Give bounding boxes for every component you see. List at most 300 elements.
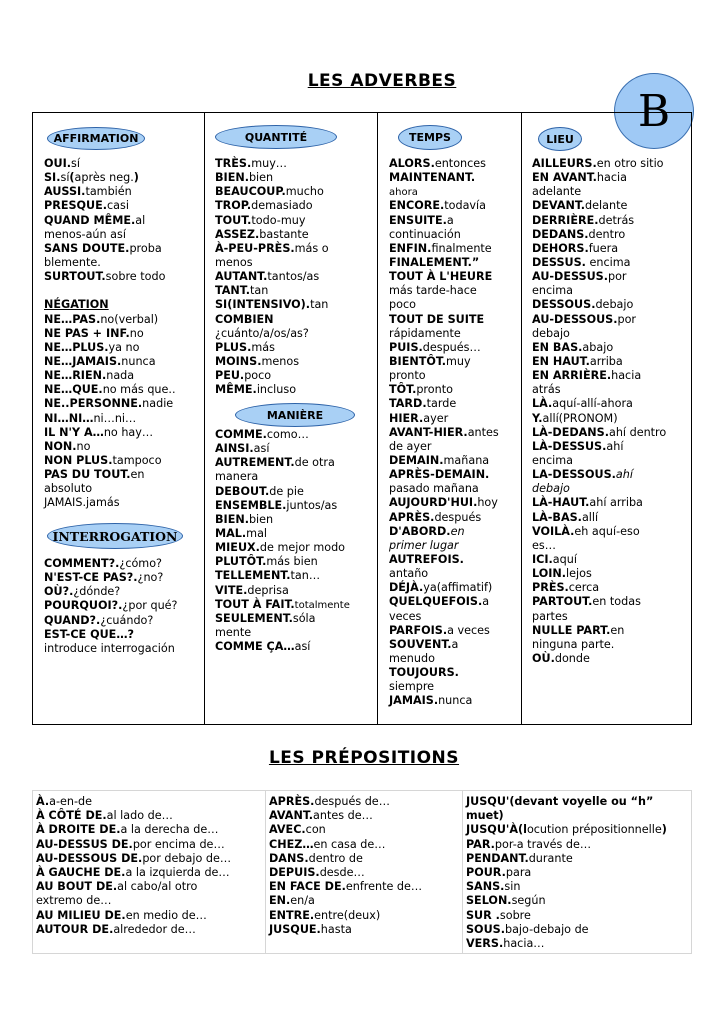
translation: partes [532, 609, 568, 623]
list-maniere [215, 428, 350, 654]
translation: nada [106, 369, 135, 383]
term: ( [69, 171, 75, 185]
translation: demasiado [251, 199, 313, 213]
list-item [215, 256, 329, 270]
translation: bien [248, 512, 274, 526]
translation: en [450, 524, 465, 538]
translation: alrededor de… [113, 922, 196, 936]
term: À GAUCHE DE. [36, 865, 126, 879]
list-item [466, 809, 667, 823]
list-item [44, 341, 176, 355]
translation: a la izquierda de… [125, 865, 230, 879]
list-item [36, 909, 231, 923]
term: AVANT-HIER. [389, 425, 468, 439]
list-item [269, 909, 422, 923]
list-item [389, 341, 499, 355]
list-temps [389, 157, 499, 708]
list-item [532, 397, 666, 411]
term: NE…RIEN. [44, 369, 107, 383]
term: À-PEU-PRÈS. [215, 241, 295, 255]
list-item [269, 823, 422, 837]
list-item [44, 171, 176, 185]
translation: continuación [389, 227, 461, 241]
list-item [532, 567, 666, 581]
translation: nadie [142, 397, 174, 411]
list-item [215, 428, 350, 442]
translation: introduce interrogación [44, 641, 175, 655]
term: AU BOUT DE. [36, 880, 118, 894]
translation: no [129, 326, 144, 340]
term: LÀ-HAUT. [532, 496, 590, 510]
translation: así [294, 640, 311, 654]
translation: arriba [589, 354, 623, 368]
list-item [389, 298, 499, 312]
translation: no hay… [103, 425, 154, 439]
term: QUAND?. [44, 613, 101, 627]
term: VOILÀ. [532, 524, 575, 538]
list-item [44, 614, 177, 628]
term: EN. [269, 894, 291, 908]
list-item [44, 482, 176, 496]
translation: ahí [606, 439, 624, 453]
list-item [532, 214, 666, 228]
list-item [36, 852, 231, 866]
list-item [532, 539, 666, 553]
translation: hacia [611, 369, 642, 383]
translation: tantos/as [267, 270, 320, 284]
translation: todo-muy [251, 213, 306, 227]
list-item [532, 652, 666, 666]
term: DEHORS. [532, 241, 589, 255]
term: QUAND MÊME. [44, 213, 136, 227]
term: VITE. [215, 583, 248, 597]
term: AUTREMENT. [215, 456, 295, 470]
translation: menos [261, 354, 300, 368]
translation: desde… [319, 865, 365, 879]
translation: durante [528, 851, 573, 865]
list-item [36, 809, 231, 823]
translation: ayer [423, 411, 449, 425]
translation: todavía [444, 199, 487, 213]
translation: antes [467, 425, 499, 439]
term: SI. [44, 171, 61, 185]
term: AILLEURS. [532, 157, 597, 170]
list-item [532, 440, 666, 454]
list-item [44, 383, 176, 397]
term: PAS DU TOUT. [44, 468, 131, 482]
term: NE PAS + INF. [44, 326, 130, 340]
term: SELON. [466, 894, 512, 908]
list-item [44, 599, 177, 613]
list-item [269, 838, 422, 852]
list-item [389, 327, 499, 341]
translation: eh aquí-eso [574, 524, 640, 538]
translation: ¿dónde? [73, 585, 121, 599]
list-item [532, 383, 666, 397]
list-item [532, 185, 666, 199]
list-item [215, 355, 329, 369]
translation: absoluto [44, 482, 93, 496]
translation: nunca [121, 354, 156, 368]
list-item [532, 341, 666, 355]
prepositions-title: LES PRÉPOSITIONS [268, 748, 460, 768]
translation: dentro de [308, 851, 363, 865]
translation: en [130, 468, 145, 482]
translation: ni…ni… [93, 411, 137, 425]
translation: ahí [615, 468, 633, 482]
list-item [215, 199, 329, 213]
list-item [389, 171, 499, 185]
term: EN FACE DE. [269, 880, 346, 894]
translation: dentro [588, 227, 626, 241]
translation: antaño [389, 567, 429, 581]
term: Y. [532, 411, 543, 425]
term: NE…JAMAIS. [44, 354, 122, 368]
translation: tarde [426, 397, 457, 411]
translation: a la derecha de… [120, 823, 219, 837]
translation: después… [422, 340, 481, 354]
translation: bajo-debajo de [504, 922, 589, 936]
term: TOUJOURS. [389, 666, 459, 680]
term: APRÈS. [269, 795, 315, 808]
translation: cerca [568, 581, 600, 595]
translation: siempre [389, 680, 435, 694]
translation: a [482, 595, 490, 609]
list-item [269, 852, 422, 866]
list-item [215, 499, 350, 513]
list-item [389, 228, 499, 242]
list-item [215, 485, 350, 499]
translation: sobre todo [105, 270, 166, 284]
list-item [36, 923, 231, 937]
term: PRÈS. [532, 581, 569, 595]
adverbs-table [32, 112, 692, 725]
list-item [389, 270, 499, 284]
term: LÀ-DESSUS. [532, 439, 607, 453]
list-item [466, 838, 667, 852]
translation: por debajo de… [142, 851, 232, 865]
list-item [44, 157, 176, 171]
term: AINSI. [215, 442, 254, 456]
translation: más o [294, 241, 329, 255]
translation: sí [71, 157, 80, 170]
translation: antes de… [313, 809, 373, 823]
list-item [44, 557, 177, 571]
term: QUELQUEFOIS. [389, 595, 483, 609]
translation: mucho [285, 185, 324, 199]
term: DEBOUT. [215, 484, 270, 498]
list-item [532, 496, 666, 510]
list-item [215, 185, 329, 199]
translation: es… [532, 538, 556, 552]
term: ENCORE. [389, 199, 445, 213]
term: EN HAUT. [532, 354, 590, 368]
term: COMME ÇA… [215, 640, 295, 654]
term: PLUS. [215, 340, 252, 354]
translation: ahora [389, 187, 418, 199]
list-item [389, 313, 499, 327]
list-item [44, 270, 176, 284]
list-item [389, 652, 499, 666]
term: SURTOUT. [44, 270, 106, 284]
list-item [389, 624, 499, 638]
prepositions-column-3 [463, 791, 691, 953]
term: TROP. [215, 199, 252, 213]
page-title: LES ADVERBES [307, 71, 457, 91]
list-item [44, 454, 176, 468]
list-item [389, 482, 499, 496]
list-item [215, 171, 329, 185]
list-item [269, 923, 422, 937]
translation: proba [129, 241, 162, 255]
list-item [389, 638, 499, 652]
translation: totalmente [294, 599, 350, 611]
list-item [44, 284, 176, 298]
list-item [44, 199, 176, 213]
translation: ¿cuándo? [100, 613, 154, 627]
list-item [389, 525, 499, 539]
translation: debajo [532, 326, 570, 340]
translation: a [446, 213, 454, 227]
list-item [532, 228, 666, 242]
list-item [532, 199, 666, 213]
heading-temps: TEMPS [398, 125, 462, 150]
term: D'ABORD. [389, 524, 451, 538]
list-item [44, 426, 176, 440]
term: EN ARRIÈRE. [532, 369, 612, 383]
list-item [389, 412, 499, 426]
list-item [44, 228, 176, 242]
list-item [532, 284, 666, 298]
list-item [532, 355, 666, 369]
list-item [389, 440, 499, 454]
term: AU-DESSOUS DE. [36, 851, 143, 865]
translation: más tarde-hace [389, 284, 477, 298]
term: ) [133, 171, 139, 185]
term: SUR . [466, 908, 500, 922]
list-item [389, 666, 499, 680]
term: NE…QUE. [44, 383, 103, 397]
translation: en otro sitio [596, 157, 664, 170]
list-item [389, 214, 499, 228]
term: LÀ-DEDANS. [532, 425, 609, 439]
translation: sóla [292, 611, 316, 625]
list-item [532, 595, 666, 609]
translation: en/a [290, 894, 315, 908]
list-item [215, 470, 350, 484]
term: DESSOUS. [532, 298, 596, 312]
term: BIENTÔT. [389, 354, 447, 368]
translation: rápidamente [389, 326, 461, 340]
term: MAL. [215, 526, 247, 540]
term: AUTOUR DE. [36, 922, 114, 936]
term: TARD. [389, 397, 427, 411]
term: DEDANS. [532, 227, 589, 241]
translation: sin [504, 880, 521, 894]
translation: sí [60, 171, 70, 185]
term: EN AVANT. [532, 171, 597, 185]
list-item [215, 626, 350, 640]
term: JUSQUE. [269, 922, 321, 936]
translation: también [85, 185, 132, 199]
list-item [44, 440, 176, 454]
term: À. [36, 795, 50, 808]
translation: después [434, 510, 482, 524]
term: NON PLUS. [44, 453, 113, 467]
list-item [36, 880, 231, 894]
term: LOIN. [532, 567, 567, 581]
list-item [215, 442, 350, 456]
list-item [389, 468, 499, 482]
translation: hasta [320, 922, 352, 936]
translation: pronto [389, 369, 426, 383]
translation: muy… [251, 157, 287, 170]
list-item [389, 553, 499, 567]
term: SOUVENT. [389, 637, 452, 651]
translation: tan [310, 298, 329, 312]
list-item [44, 327, 176, 341]
list-item [389, 581, 499, 595]
list-item [215, 327, 329, 341]
term: NE…PLUS. [44, 340, 109, 354]
term: BEAUCOUP. [215, 185, 286, 199]
translation: menos [215, 255, 253, 269]
list-item [389, 199, 499, 213]
term: NE..PERSONNE. [44, 397, 143, 411]
term: MAINTENANT. [389, 171, 476, 185]
term: COMME. [215, 428, 267, 441]
list-item [215, 584, 350, 598]
term: SANS. [466, 880, 505, 894]
translation: detrás [598, 213, 635, 227]
list-item [532, 581, 666, 595]
term: ENSEMBLE. [215, 498, 287, 512]
term: LÀ-BAS. [532, 510, 582, 524]
list-item [215, 284, 329, 298]
translation: no(verbal) [100, 312, 159, 326]
list-item [466, 894, 667, 908]
term: NÉGATION [44, 298, 109, 312]
term: POURQUOI?. [44, 599, 123, 613]
term: AUTREFOIS. [389, 552, 464, 566]
list-quantite [215, 157, 329, 397]
translation: JAMAIS [44, 496, 83, 510]
list-item [532, 511, 666, 525]
list-item [466, 880, 667, 894]
translation: en todas [592, 595, 641, 609]
list-item [215, 598, 350, 612]
translation: poco [244, 369, 272, 383]
translation: para [505, 865, 532, 879]
list-item [532, 313, 666, 327]
heading-affirmation: AFFIRMATION [47, 127, 145, 150]
translation: tan… [290, 569, 321, 583]
list-item [215, 228, 329, 242]
list-item [215, 298, 329, 312]
list-item [215, 157, 329, 171]
list-item [532, 426, 666, 440]
list-item [389, 567, 499, 581]
translation: por-a través de… [494, 837, 592, 851]
heading-maniere: MANIÈRE [235, 403, 355, 427]
translation: muy [446, 354, 471, 368]
list-item [389, 157, 499, 171]
translation: con [305, 823, 326, 837]
list-item [215, 555, 350, 569]
list-item [532, 270, 666, 284]
term: APRÈS. [389, 510, 435, 524]
translation: blemente. [44, 255, 101, 269]
term: AU-DESSUS. [532, 270, 608, 284]
translation: hacia [596, 171, 627, 185]
list-item [532, 298, 666, 312]
term: DESSUS. [532, 255, 586, 269]
term: ENTRE. [269, 908, 315, 922]
translation: como… [266, 428, 309, 441]
list-item [466, 795, 667, 809]
list-item [44, 571, 177, 585]
list-item [269, 880, 422, 894]
translation: delante [585, 199, 628, 213]
translation: de pie [269, 484, 304, 498]
term: TRÈS. [215, 157, 252, 170]
term: TOUT DE SUITE [389, 312, 485, 326]
translation: aquí-allí-ahora [552, 397, 633, 411]
translation: al lado de… [106, 809, 173, 823]
translation: ahí dentro [608, 425, 667, 439]
term: TELLEMENT. [215, 569, 291, 583]
list-item [215, 313, 329, 327]
translation: a veces [447, 623, 490, 637]
list-item [215, 214, 329, 228]
translation: a-en-de [49, 795, 93, 808]
term: PLUTÔT. [215, 555, 267, 569]
term: COMBIEN [215, 312, 274, 326]
term: AVANT. [269, 809, 313, 823]
term: TÔT. [389, 383, 417, 397]
translation: pasado mañana [389, 482, 479, 496]
list-item [466, 909, 667, 923]
term: DANS. [269, 851, 309, 865]
translation: enfrente de… [345, 880, 423, 894]
term: TOUT À L'HEURE [389, 270, 493, 284]
translation: casi [107, 199, 129, 213]
term: HIER. [389, 411, 424, 425]
translation: ¿no? [137, 571, 164, 585]
list-item [36, 823, 231, 837]
term: PRESQUE. [44, 199, 108, 213]
list-item [44, 496, 176, 510]
list-item [215, 569, 350, 583]
translation: por [617, 312, 637, 326]
column-lieu [522, 113, 691, 724]
term: NE…PAS. [44, 312, 101, 326]
translation: no más que.. [102, 383, 176, 397]
list-item [44, 468, 176, 482]
translation: fuera [588, 241, 619, 255]
list-item [532, 242, 666, 256]
translation: ahí arriba [589, 496, 643, 510]
list-item [532, 468, 666, 482]
translation: en [610, 623, 625, 637]
list-item [215, 541, 350, 555]
section-badge: B [614, 73, 694, 149]
heading-interrogation: INTERROGATION [47, 523, 183, 549]
term: SEULEMENT. [215, 611, 293, 625]
term: COMMENT?. [44, 557, 120, 570]
list-item [215, 270, 329, 284]
translation: ¿por qué? [122, 599, 178, 613]
